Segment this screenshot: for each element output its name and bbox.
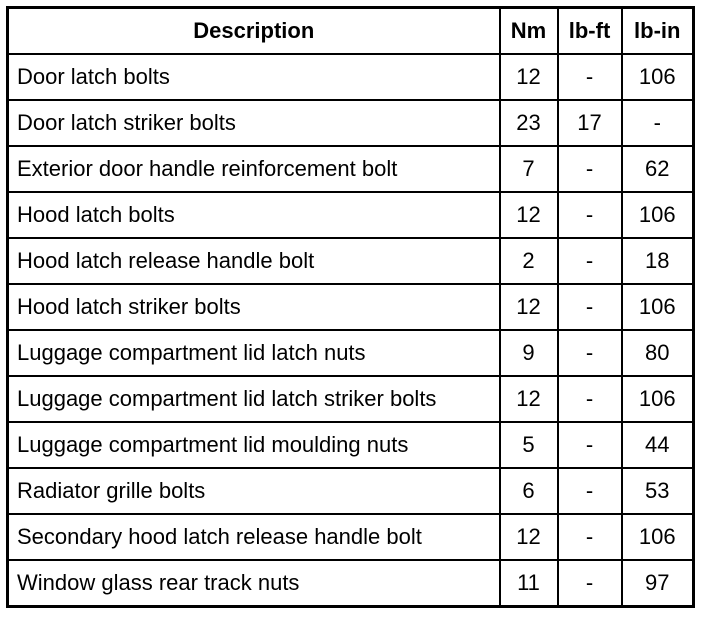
cell-lb-ft: - [558,146,622,192]
cell-description: Hood latch bolts [8,192,500,238]
cell-nm: 5 [500,422,558,468]
table-row [8,514,694,560]
cell-description: Hood latch release handle bolt [8,238,500,284]
cell-lb-in: 106 [622,54,694,100]
cell-lb-ft: - [558,192,622,238]
cell-description: Door latch bolts [8,54,500,100]
cell-lb-in: 62 [622,146,694,192]
table-row [8,192,694,238]
cell-lb-ft: - [558,54,622,100]
cell-description: Luggage compartment lid latch striker bolts [8,376,500,422]
cell-lb-ft: - [558,376,622,422]
cell-description: Radiator grille bolts [8,468,500,514]
cell-lb-ft: - [558,284,622,330]
table-row [8,560,694,607]
table-row [8,146,694,192]
table-row [8,238,694,284]
column-header-lb-in: lb-in [622,8,694,55]
cell-lb-in: 106 [622,192,694,238]
table-header [8,8,694,55]
cell-description: Exterior door handle reinforcement bolt [8,146,500,192]
table-row [8,422,694,468]
cell-nm: 12 [500,192,558,238]
cell-lb-in: 106 [622,284,694,330]
cell-nm: 7 [500,146,558,192]
cell-lb-ft: 17 [558,100,622,146]
table-row [8,330,694,376]
cell-description: Luggage compartment lid latch nuts [8,330,500,376]
cell-description: Window glass rear track nuts [8,560,500,607]
cell-lb-in: 106 [622,514,694,560]
cell-lb-in: - [622,100,694,146]
cell-nm: 9 [500,330,558,376]
column-header-nm: Nm [500,8,558,55]
cell-nm: 2 [500,238,558,284]
header-row [8,8,694,55]
table-row [8,376,694,422]
cell-description: Secondary hood latch release handle bolt [8,514,500,560]
cell-lb-ft: - [558,238,622,284]
table-body [8,54,694,607]
table-row [8,100,694,146]
cell-lb-ft: - [558,330,622,376]
cell-lb-ft: - [558,468,622,514]
cell-lb-in: 18 [622,238,694,284]
cell-nm: 23 [500,100,558,146]
torque-specification-table [6,6,695,608]
cell-description: Door latch striker bolts [8,100,500,146]
cell-description: Hood latch striker bolts [8,284,500,330]
cell-nm: 6 [500,468,558,514]
cell-lb-ft: - [558,422,622,468]
column-header-lb-ft: lb-ft [558,8,622,55]
cell-lb-in: 53 [622,468,694,514]
cell-nm: 12 [500,284,558,330]
cell-lb-in: 44 [622,422,694,468]
cell-description: Luggage compartment lid moulding nuts [8,422,500,468]
cell-lb-in: 80 [622,330,694,376]
cell-nm: 11 [500,560,558,607]
cell-lb-ft: - [558,560,622,607]
table-row [8,54,694,100]
cell-nm: 12 [500,54,558,100]
cell-nm: 12 [500,376,558,422]
table-row [8,284,694,330]
cell-lb-in: 97 [622,560,694,607]
column-header-description: Description [8,8,500,55]
cell-nm: 12 [500,514,558,560]
table-row [8,468,694,514]
cell-lb-in: 106 [622,376,694,422]
cell-lb-ft: - [558,514,622,560]
